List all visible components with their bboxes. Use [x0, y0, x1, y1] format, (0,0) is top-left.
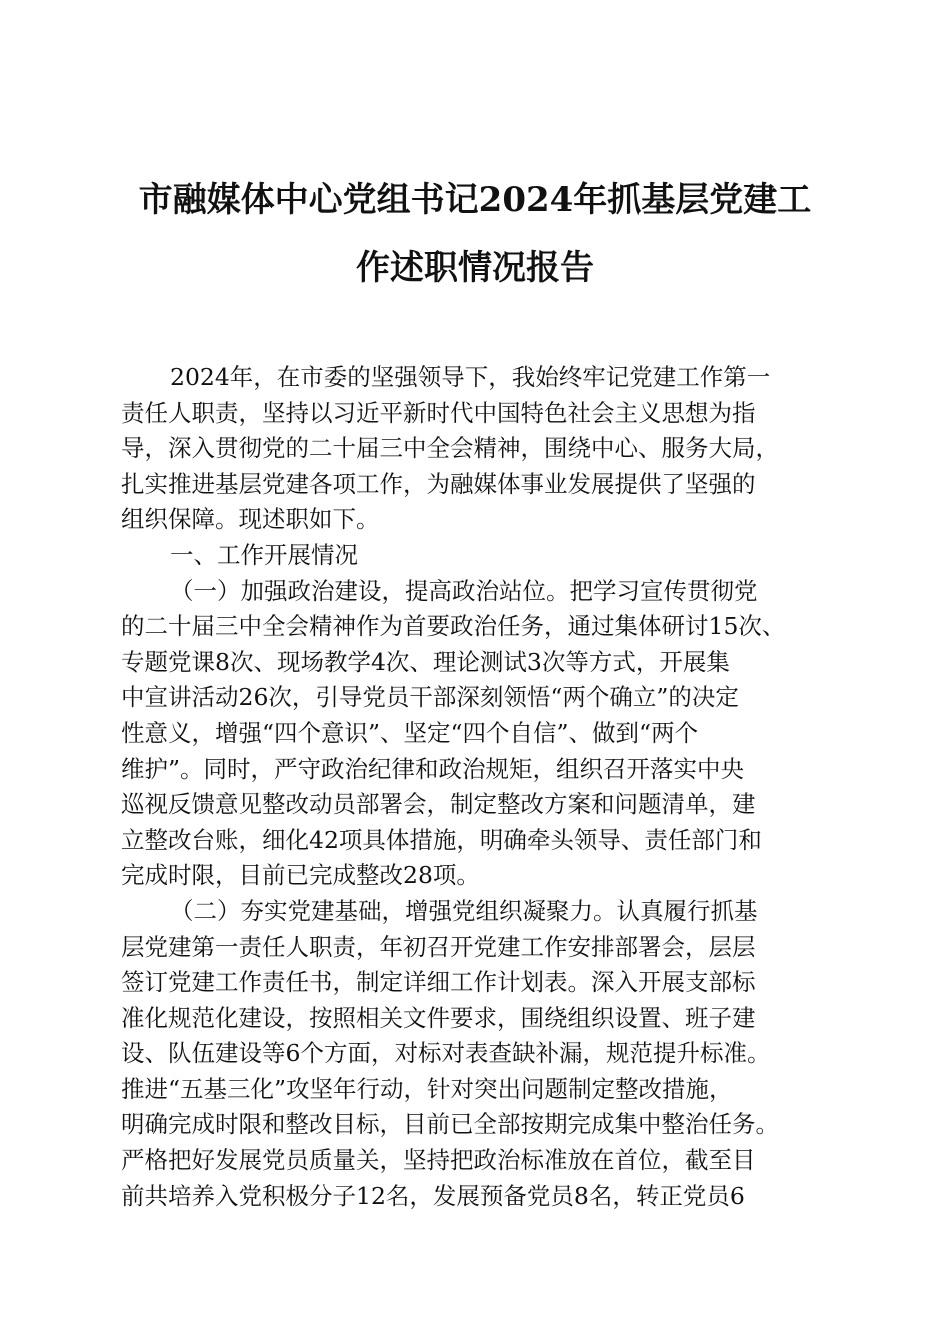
- paragraph-line: 明确完成时限和整改目标，目前已全部按期完成集中整治任务。: [121, 1110, 779, 1139]
- paragraph-line: 设、队伍建设等6个方面，对标对表查缺补漏，规范提升标准。: [121, 1039, 771, 1068]
- paragraph-line: 导，深入贯彻党的二十届三中全会精神，围绕中心、服务大局，: [121, 434, 779, 463]
- paragraph-line: 责任人职责，坚持以习近平新时代中国特色社会主义思想为指: [121, 398, 756, 427]
- paragraph-line: 层党建第一责任人职责，年初召开党建工作安排部署会，层层: [121, 932, 756, 961]
- section-heading: 一、工作开展情况: [170, 540, 358, 569]
- paragraph-line: 准化规范化建设，按照相关文件要求，围绕组织设置、班子建: [121, 1003, 756, 1032]
- paragraph-line: 巡视反馈意见整改动员部署会，制定整改方案和问题清单，建: [121, 790, 756, 819]
- paragraph-line: 2024年，在市委的坚强领导下，我始终牢记党建工作第一: [170, 363, 771, 391]
- paragraph-line: 性意义，增强“四个意识”、坚定“四个自信”、做到“两个: [121, 718, 699, 747]
- document-title-line-2: 作述职情况报告: [356, 248, 594, 288]
- paragraph-line: 专题党课8次、现场教学4次、理论测试3次等方式，开展集: [121, 647, 730, 676]
- paragraph-line: 的二十届三中全会精神作为首要政治任务，通过集体研讨15次、: [121, 612, 786, 641]
- paragraph-line: （二）夯实党建基础，增强党组织凝聚力。认真履行抓基: [170, 896, 758, 925]
- paragraph-line: 组织保障。现述职如下。: [121, 505, 380, 534]
- paragraph-line: （一）加强政治建设，提高政治站位。把学习宣传贯彻党: [170, 576, 758, 605]
- paragraph-line: 推进“五基三化”攻坚年行动，针对突出问题制定整改措施，: [121, 1074, 733, 1103]
- paragraph-line: 完成时限，目前已完成整改28项。: [121, 861, 480, 890]
- paragraph-line: 扎实推进基层党建各项工作，为融媒体事业发展提供了坚强的: [121, 469, 756, 498]
- paragraph-line: 签订党建工作责任书，制定详细工作计划表。深入开展支部标: [121, 968, 756, 997]
- paragraph-line: 中宣讲活动26次，引导党员干部深刻领悟“两个确立”的决定: [121, 683, 739, 712]
- document-body: [121, 360, 836, 1214]
- paragraph-line: 维护”。同时，严守政治纪律和政治规矩，组织召开落实中央: [121, 754, 745, 783]
- document-title-line-1: 市融媒体中心党组书记2024年抓基层党建工: [138, 180, 812, 220]
- paragraph-line: 立整改台账，细化42项具体措施，明确牵头领导、责任部门和: [121, 825, 762, 854]
- paragraph-line: 严格把好发展党员质量关，坚持把政治标准放在首位，截至目: [121, 1146, 756, 1175]
- paragraph-line: 前共培养入党积极分子12名，发展预备党员8名，转正党员6: [121, 1181, 745, 1210]
